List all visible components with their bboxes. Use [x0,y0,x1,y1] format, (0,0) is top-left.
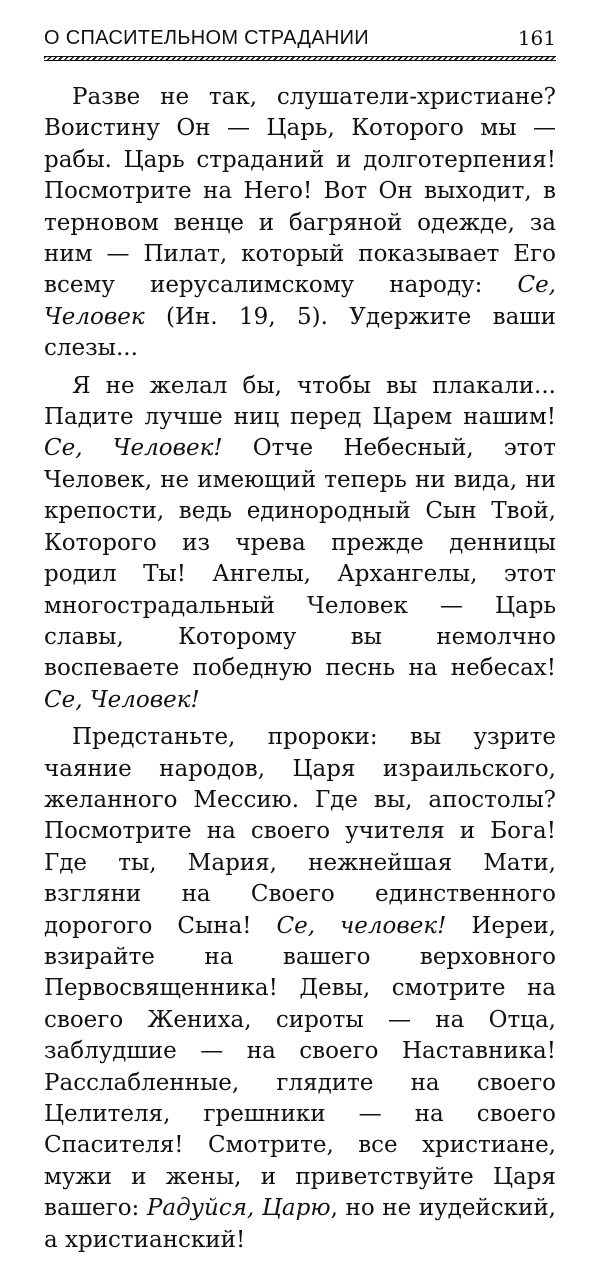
paragraph-3-text-1: Предстаньте, пророки: вы узрите чаяние народов, Царя израильского, желанного Мессию. Где вы, апостолы? Посмотрите на своего учителя и Бога! Где ты, Мария, нежнейшая Мати, взгляни на Своего единственного дорогого Сына! [44,724,556,939]
paragraph-1 [44,82,556,365]
paragraph-1-text-1: Разве не так, слушатели-христиане? Воистину Он — Царь, Которого мы — рабы. Царь страданий и долготерпения! Посмотрите на Него! Вот Он выходит, в терновом венце и багряной одежде, за ним — Пилат, который показывает Его всему иерусалимскому народу: [44,84,556,299]
paragraph-2-text-2: Отче Небесный, этот Человек, не имеющий теперь ни вида, ни крепости, ведь единородный Сын Твой, Которого из чрева прежде денницы родил Ты! Ангелы, Архангелы, этот многострадальный Человек — Царь славы, Которому вы немолчно воспеваете победную песнь на небесах! [44,435,556,682]
paragraph-1-quote-1: Се, Человек [44,272,556,330]
paragraph-2-text-1: Я не желал бы, чтобы вы плакали... Падите лучше ниц перед Царем нашим! [44,372,556,431]
paragraph-2 [44,371,556,716]
body-text [44,82,556,1262]
page-number: 161 [517,26,556,50]
paragraph-3-text-3: , но не иудейский, а христианский! [44,1195,556,1253]
paragraph-3-text-2: Иереи, взирайте на вашего верховного Первосвященника! Девы, смотрите на своего Жениха, сироты — на Отца, заблудшие — на своего Наставника! Расслабленные, глядите на своего Целителя, грешники — на своего Спасителя! Смотрите, все христиане, мужи и жены, и приветствуйте Царя вашего: [44,912,556,1222]
paragraph-2-quote-1: Се, Человек! [44,435,223,462]
paragraph-1-text-2: (Ин. 19, 5). Удержите ваши слезы... [44,303,556,362]
page-header [44,18,556,52]
running-title: О СПАСИТЕЛЬНОМ СТРАДАНИИ [44,27,369,49]
paragraph-3 [44,722,556,1256]
paragraph-3-quote-1: Се, человек! [276,912,447,939]
paragraph-3-quote-2: Радуйся, Царю [146,1195,331,1222]
paragraph-2-quote-2: Се, Человек! [44,686,200,713]
header-rule [44,56,556,61]
